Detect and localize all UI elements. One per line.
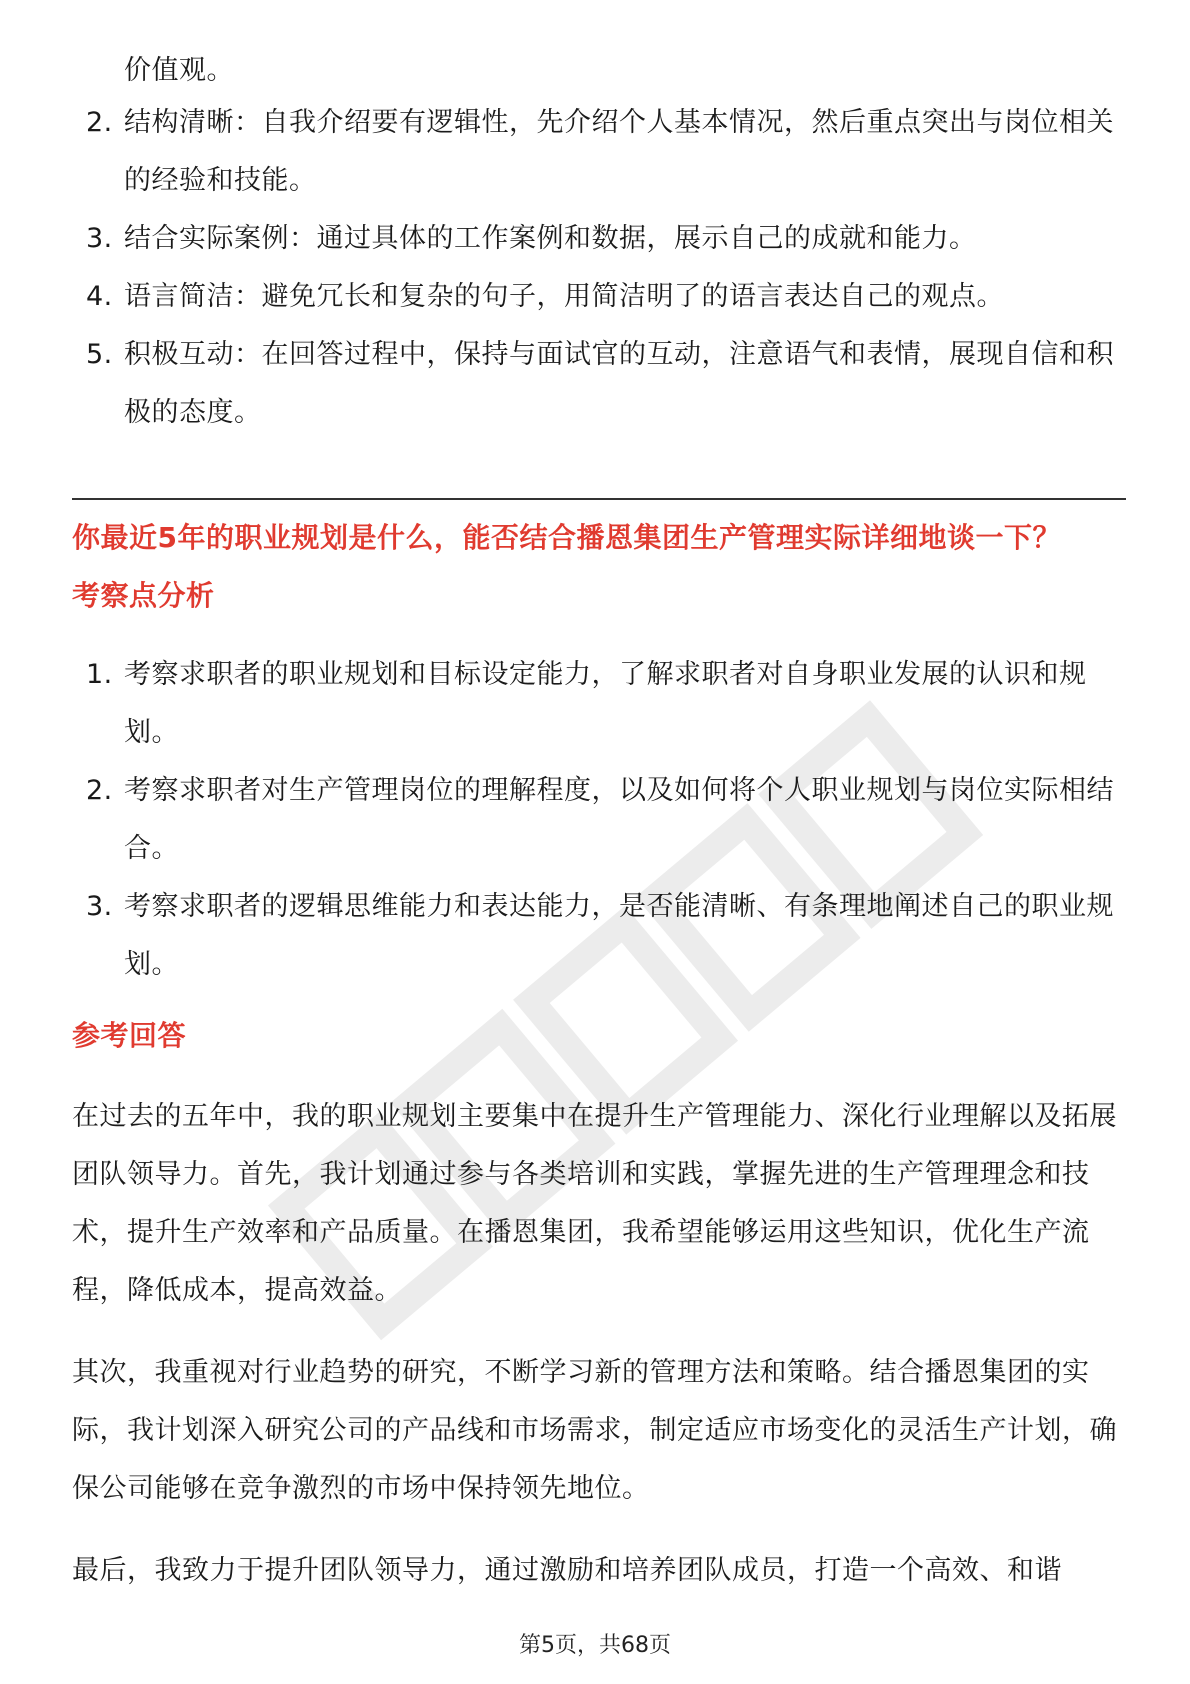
list-text: 考察求职者的逻辑思维能力和表达能力，是否能清晰、有条理地阐述自己的职业规划。 [124, 891, 1114, 980]
answer-paragraph: 其次，我重视对行业趋势的研究，不断学习新的管理方法和策略。结合播恩集团的实际，我计划深入研究公司的产品线和市场需求，制定适应市场变化的灵活生产计划，确保公司能够在竞争激烈的市场中保持领先地位。 [72, 1357, 1117, 1504]
list-text: 积极互动：在回答过程中，保持与面试官的互动，注意语气和表情，展现自信和积极的态度。 [124, 339, 1114, 428]
list-item [72, 762, 1122, 878]
list-item [72, 268, 1122, 326]
analysis-list [72, 646, 1122, 994]
answer-title: 参考回答 [72, 1019, 187, 1052]
list-number: 5. [86, 339, 113, 370]
section-divider [72, 498, 1126, 500]
list-item [72, 94, 1122, 210]
list-item-continuation: 价值观。 [124, 55, 234, 86]
list-text: 考察求职者的职业规划和目标设定能力，了解求职者对自身职业发展的认识和规划。 [124, 659, 1087, 748]
list-number: 3. [86, 223, 113, 254]
question-heading: 你最近5年的职业规划是什么，能否结合播恩集团生产管理实际详细地谈一下？ [72, 521, 1061, 554]
list-item [72, 326, 1122, 442]
page-number: 第5页，共68页 [519, 1633, 671, 1658]
list-number: 4. [86, 281, 113, 312]
list-text: 语言简洁：避免冗长和复杂的句子，用简洁明了的语言表达自己的观点。 [124, 281, 1004, 312]
list-item [72, 210, 1122, 268]
answer-paragraph: 在过去的五年中，我的职业规划主要集中在提升生产管理能力、深化行业理解以及拓展团队领导力。首先，我计划通过参与各类培训和实践，掌握先进的生产管理理念和技术，提升生产效率和产品质量。在播恩集团，我希望能够运用这些知识，优化生产流程，降低成本，提高效益。 [72, 1101, 1117, 1306]
tips-list [72, 94, 1122, 442]
list-text: 结构清晰：自我介绍要有逻辑性，先介绍个人基本情况，然后重点突出与岗位相关的经验和技能。 [124, 107, 1114, 196]
list-number: 2. [86, 107, 113, 138]
answer-paragraph: 最后，我致力于提升团队领导力，通过激励和培养团队成员，打造一个高效、和谐 [72, 1555, 1062, 1586]
analysis-title: 考察点分析 [72, 579, 215, 612]
list-item [72, 878, 1122, 994]
list-item [72, 646, 1122, 762]
list-number: 2. [86, 775, 113, 806]
list-text: 结合实际案例：通过具体的工作案例和数据，展示自己的成就和能力。 [124, 223, 977, 254]
list-number: 1. [86, 659, 113, 690]
list-number: 3. [86, 891, 113, 922]
list-text: 考察求职者对生产管理岗位的理解程度，以及如何将个人职业规划与岗位实际相结合。 [124, 775, 1114, 864]
